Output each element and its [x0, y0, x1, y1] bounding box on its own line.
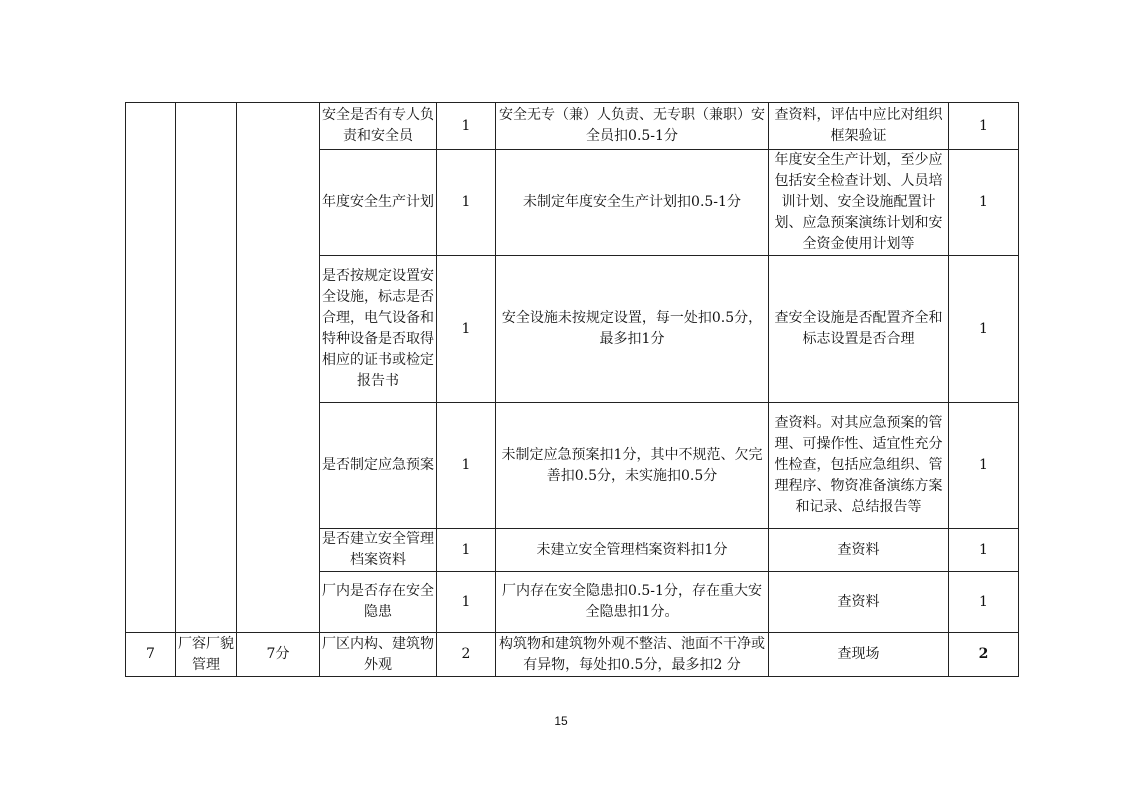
- points-cell: 1: [437, 403, 496, 529]
- item-cell: 厂区内构、建筑物外观: [320, 633, 437, 677]
- method-cell: 查安全设施是否配置齐全和标志设置是否合理: [769, 256, 949, 403]
- score-cell: 1: [949, 103, 1019, 150]
- points-cell: 1: [437, 103, 496, 150]
- score-cell: 1: [949, 403, 1019, 529]
- method-cell: 查资料。对其应急预案的管理、可操作性、适宜性充分性检查，包括应急组织、管理程序、物资准备演练方案和记录、总结报告等: [769, 403, 949, 529]
- merged-no-cell: [126, 103, 176, 633]
- points-cell: 2: [437, 633, 496, 677]
- item-cell: 厂内是否存在安全隐患: [320, 572, 437, 633]
- score-cell: 1: [949, 529, 1019, 572]
- category-cell: 厂容厂貌管理: [176, 633, 237, 677]
- rule-cell: 安全设施未按规定设置，每一处扣0.5分，最多扣1分: [496, 256, 769, 403]
- rule-cell: 未建立安全管理档案资料扣1分: [496, 529, 769, 572]
- page-number: 15: [554, 714, 568, 728]
- points-cell: 1: [437, 256, 496, 403]
- score-cell: 1: [949, 256, 1019, 403]
- rule-cell: 未制定应急预案扣1分，其中不规范、欠完善扣0.5分，未实施扣0.5分: [496, 403, 769, 529]
- method-cell: 查资料: [769, 572, 949, 633]
- item-cell: 是否建立安全管理档案资料: [320, 529, 437, 572]
- item-cell: 年度安全生产计划: [320, 150, 437, 256]
- rule-cell: 未制定年度安全生产计划扣0.5-1分: [496, 150, 769, 256]
- method-cell: 年度安全生产计划，至少应包括安全检查计划、人员培训计划、安全设施配置计划、应急预案演练计划和安全资金使用计划等: [769, 150, 949, 256]
- method-cell: 查现场: [769, 633, 949, 677]
- rule-cell: 安全无专（兼）人负责、无专职（兼职）安全员扣0.5-1分: [496, 103, 769, 150]
- points-cell: 1: [437, 150, 496, 256]
- item-cell: 是否制定应急预案: [320, 403, 437, 529]
- merged-category-cell: [176, 103, 237, 633]
- score-cell: 1: [949, 150, 1019, 256]
- method-cell: 查资料，评估中应比对组织框架验证: [769, 103, 949, 150]
- table-row: [126, 103, 1019, 150]
- evaluation-table: [125, 102, 1019, 677]
- score-cell: 1: [949, 572, 1019, 633]
- no-cell: 7: [126, 633, 176, 677]
- merged-total-cell: [237, 103, 320, 633]
- table-row: [126, 633, 1019, 677]
- score-cell: 2: [949, 633, 1019, 677]
- method-cell: 查资料: [769, 529, 949, 572]
- points-cell: 1: [437, 572, 496, 633]
- rule-cell: 构筑物和建筑物外观不整洁、池面不干净或有异物，每处扣0.5分，最多扣2 分: [496, 633, 769, 677]
- item-cell: 安全是否有专人负责和安全员: [320, 103, 437, 150]
- rule-cell: 厂内存在安全隐患扣0.5-1分，存在重大安全隐患扣1分。: [496, 572, 769, 633]
- item-cell: 是否按规定设置安全设施，标志是否合理，电气设备和特种设备是否取得相应的证书或检定报告书: [320, 256, 437, 403]
- points-cell: 1: [437, 529, 496, 572]
- total-cell: 7分: [237, 633, 320, 677]
